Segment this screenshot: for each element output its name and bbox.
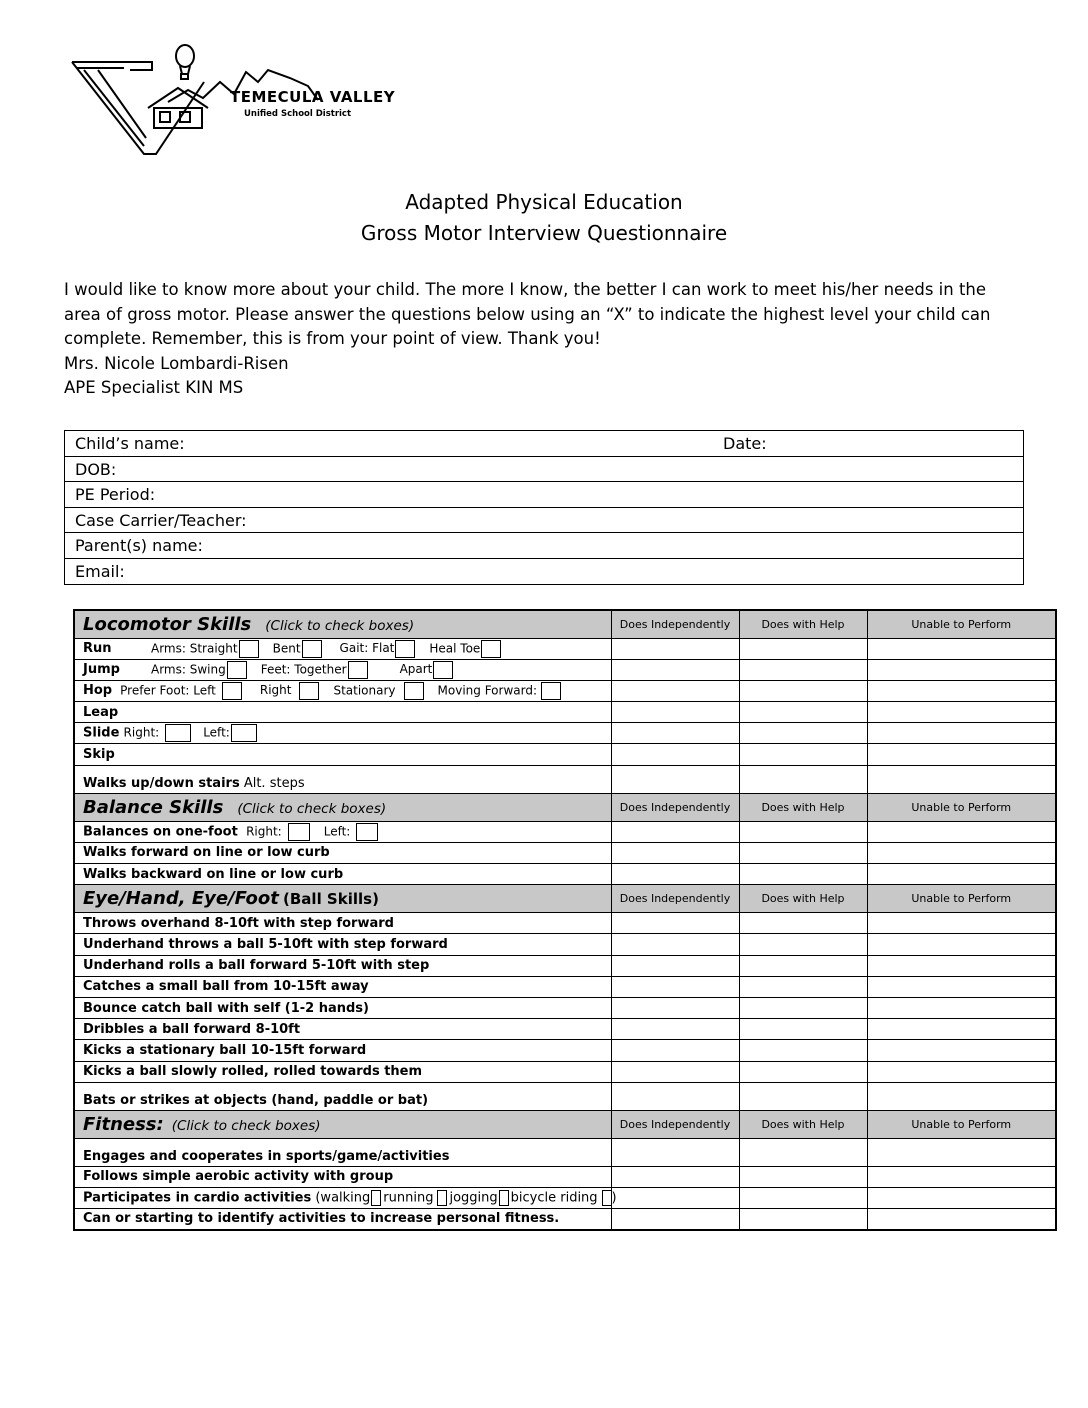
option-label: Feet: Together xyxy=(260,662,347,677)
cell-unable[interactable] xyxy=(867,955,1056,976)
student-info-box xyxy=(64,430,1024,585)
col-header: Does Independently xyxy=(611,793,739,821)
col-header: Does with Help xyxy=(739,610,867,638)
skill-label: Kicks a ball slowly rolled, rolled towards them xyxy=(74,1061,611,1082)
option-label: Arms: Straight xyxy=(151,641,238,656)
section-title: Eye/Hand, Eye/Foot xyxy=(83,888,279,910)
table-row xyxy=(74,955,1056,976)
cell-independent[interactable] xyxy=(611,638,739,659)
page-title: Adapted Physical Education xyxy=(405,190,683,214)
cell-help[interactable] xyxy=(739,934,867,955)
child-name-field[interactable] xyxy=(65,431,1023,457)
pe-period-field[interactable] xyxy=(65,482,1023,508)
skill-label: Dribbles a ball forward 8-10ft xyxy=(74,1019,611,1040)
table-row xyxy=(74,997,1056,1018)
cell-help[interactable] xyxy=(739,955,867,976)
skill-label: Hop xyxy=(83,683,113,699)
cell-independent[interactable] xyxy=(611,955,739,976)
table-row xyxy=(74,680,1056,701)
signature-name: Mrs. Nicole Lombardi-Risen xyxy=(64,353,289,373)
cell-help[interactable] xyxy=(739,976,867,997)
cell-unable[interactable] xyxy=(867,765,1056,793)
email-label: Email: xyxy=(75,561,125,581)
skill-label: Kicks a stationary ball 10-15ft forward xyxy=(74,1040,611,1061)
cell-help[interactable] xyxy=(739,1209,867,1230)
cell-unable[interactable] xyxy=(867,1040,1056,1061)
cell-unable[interactable] xyxy=(867,1061,1056,1082)
cell-help[interactable] xyxy=(739,680,867,701)
cell-unable[interactable] xyxy=(867,1082,1056,1110)
col-header: Does Independently xyxy=(611,610,739,638)
cell-help[interactable] xyxy=(739,765,867,793)
cell-unable[interactable] xyxy=(867,1187,1056,1208)
table-row xyxy=(74,1019,1056,1040)
table-row xyxy=(74,765,1056,793)
section-header-fitness xyxy=(74,1110,1056,1138)
cell-independent[interactable] xyxy=(611,821,739,842)
cell-unable[interactable] xyxy=(867,1209,1056,1230)
col-header: Unable to Perform xyxy=(867,1110,1056,1138)
date-label: Date: xyxy=(723,434,767,453)
logo-subtitle: Unified School District xyxy=(244,109,352,119)
table-row xyxy=(74,1040,1056,1061)
option-label: Prefer Foot: Left xyxy=(120,683,216,698)
cell-independent[interactable] xyxy=(611,913,739,934)
cell-help[interactable] xyxy=(739,997,867,1018)
cell-unable[interactable] xyxy=(867,680,1056,701)
option-label: Left: xyxy=(323,824,351,839)
cell-unable[interactable] xyxy=(867,1166,1056,1187)
option-label: Left: xyxy=(203,725,230,740)
skill-label: Engages and cooperates in sports/game/activities xyxy=(74,1138,611,1166)
skill-label: Walks up/down stairs xyxy=(83,775,240,791)
checkbox[interactable] xyxy=(395,640,415,658)
option-label: Moving Forward: xyxy=(437,683,537,698)
child-name-label: Child’s name: xyxy=(75,434,185,453)
table-row xyxy=(74,1187,1056,1208)
skill-label: Skip xyxy=(74,744,611,765)
cell-independent[interactable] xyxy=(611,864,739,885)
cell-independent[interactable] xyxy=(611,765,739,793)
cell-independent[interactable] xyxy=(611,744,739,765)
case-carrier-label: Case Carrier/Teacher: xyxy=(75,510,247,530)
checkbox[interactable] xyxy=(541,682,561,700)
cell-independent[interactable] xyxy=(611,976,739,997)
table-row xyxy=(74,913,1056,934)
table-row xyxy=(74,659,1056,680)
skill-label: Leap xyxy=(74,702,611,723)
section-title: Balance Skills xyxy=(83,796,224,818)
signature-title: APE Specialist KIN MS xyxy=(64,378,244,397)
option-label: Apart xyxy=(399,662,433,677)
table-row xyxy=(74,1166,1056,1187)
col-header: Unable to Perform xyxy=(867,610,1056,638)
cell-help[interactable] xyxy=(739,744,867,765)
cell-independent[interactable] xyxy=(611,1082,739,1110)
cell-help[interactable] xyxy=(739,1040,867,1061)
section-note: (Click to check boxes) xyxy=(237,800,387,817)
option-label: Right: xyxy=(246,824,282,839)
col-header: Does with Help xyxy=(739,885,867,913)
cell-independent[interactable] xyxy=(611,842,739,863)
table-row xyxy=(74,638,1056,659)
option-label: Gait: Flat xyxy=(339,641,395,656)
col-header: Does Independently xyxy=(611,885,739,913)
cell-unable[interactable] xyxy=(867,638,1056,659)
skill-label: Walks forward on line or low curb xyxy=(74,842,611,863)
table-row xyxy=(74,1082,1056,1110)
cell-help[interactable] xyxy=(739,1019,867,1040)
email-field[interactable] xyxy=(65,559,1023,585)
cell-help[interactable] xyxy=(739,842,867,863)
cell-unable[interactable] xyxy=(867,1138,1056,1166)
cell-help[interactable] xyxy=(739,723,867,744)
cell-independent[interactable] xyxy=(611,1040,739,1061)
cell-independent[interactable] xyxy=(611,1166,739,1187)
intro-line: area of gross motor. Please answer the questions below using an “X” to indicate the highest level your child can xyxy=(64,304,991,324)
cell-help[interactable] xyxy=(739,821,867,842)
cell-unable[interactable] xyxy=(867,744,1056,765)
skill-label: Follows simple aerobic activity with group xyxy=(74,1166,611,1187)
skill-label: Can or starting to identify activities to increase personal fitness. xyxy=(74,1209,611,1230)
cell-unable[interactable] xyxy=(867,997,1056,1018)
option-label: bicycle riding xyxy=(510,1190,598,1206)
dob-field[interactable] xyxy=(65,457,1023,483)
option-label: Bent xyxy=(272,641,301,656)
checkbox[interactable] xyxy=(356,823,378,841)
cell-unable[interactable] xyxy=(867,659,1056,680)
section-header-ball-skills xyxy=(74,885,1056,913)
table-row xyxy=(74,821,1056,842)
checkbox[interactable] xyxy=(437,1190,447,1206)
section-note: (Click to check boxes) xyxy=(171,1117,321,1134)
cell-help[interactable] xyxy=(739,864,867,885)
table-row xyxy=(74,1138,1056,1166)
cell-help[interactable] xyxy=(739,1061,867,1082)
intro-line: complete. Remember, this is from your point of view. Thank you! xyxy=(64,329,601,348)
checkbox[interactable] xyxy=(222,682,242,700)
skills-table xyxy=(73,609,1057,1231)
intro-line: I would like to know more about your child. The more I know, the better I can work to meet his/her needs in the xyxy=(64,280,987,299)
skill-label: Bats or strikes at objects (hand, paddle or bat) xyxy=(74,1082,611,1110)
section-header-locomotor xyxy=(74,610,1056,638)
cell-independent[interactable] xyxy=(611,702,739,723)
cell-unable[interactable] xyxy=(867,913,1056,934)
cell-independent[interactable] xyxy=(611,723,739,744)
dob-label: DOB: xyxy=(75,459,117,479)
checkbox[interactable] xyxy=(299,682,319,700)
cell-help[interactable] xyxy=(739,1138,867,1166)
cell-independent[interactable] xyxy=(611,1019,739,1040)
checkbox[interactable] xyxy=(481,640,501,658)
cell-help[interactable] xyxy=(739,913,867,934)
checkbox[interactable] xyxy=(239,640,259,658)
checkbox[interactable] xyxy=(499,1190,509,1206)
table-row xyxy=(74,723,1056,744)
option-label: running xyxy=(383,1190,434,1206)
col-header: Unable to Perform xyxy=(867,793,1056,821)
skill-label: Catches a small ball from 10-15ft away xyxy=(74,976,611,997)
checkbox[interactable] xyxy=(602,1190,612,1206)
checkbox[interactable] xyxy=(433,661,453,679)
option-label: Arms: Swing xyxy=(151,662,226,677)
cell-independent[interactable] xyxy=(611,1138,739,1166)
cell-unable[interactable] xyxy=(867,842,1056,863)
skill-label: Walks backward on line or low curb xyxy=(74,864,611,885)
option-label: Alt. steps xyxy=(243,775,305,791)
option-label: ) xyxy=(611,1190,617,1206)
logo-title: TEMECULA VALLEY xyxy=(230,88,396,106)
section-title: Fitness: xyxy=(83,1113,164,1135)
cell-unable[interactable] xyxy=(867,702,1056,723)
case-carrier-field[interactable] xyxy=(65,508,1023,534)
col-header: Does with Help xyxy=(739,1110,867,1138)
table-row xyxy=(74,702,1056,723)
table-row xyxy=(74,1061,1056,1082)
parent-name-field[interactable] xyxy=(65,533,1023,559)
cell-help[interactable] xyxy=(739,659,867,680)
table-row xyxy=(74,864,1056,885)
cell-unable[interactable] xyxy=(867,723,1056,744)
cell-independent[interactable] xyxy=(611,934,739,955)
section-title: Locomotor Skills xyxy=(83,613,252,635)
table-row xyxy=(74,976,1056,997)
skill-label: Underhand rolls a ball forward 5-10ft with step xyxy=(74,955,611,976)
pe-period-label: PE Period: xyxy=(75,485,156,504)
checkbox[interactable] xyxy=(404,682,424,700)
cell-help[interactable] xyxy=(739,638,867,659)
option-label: Right xyxy=(259,683,292,698)
checkbox[interactable] xyxy=(348,661,368,679)
option-label: Right: xyxy=(123,725,160,740)
col-header: Does with Help xyxy=(739,793,867,821)
cell-unable[interactable] xyxy=(867,976,1056,997)
option-label: (walking xyxy=(315,1190,371,1206)
cell-unable[interactable] xyxy=(867,1019,1056,1040)
cell-help[interactable] xyxy=(739,702,867,723)
skill-label: Underhand throws a ball 5-10ft with step forward xyxy=(74,934,611,955)
skill-label: Bounce catch ball with self (1-2 hands) xyxy=(74,997,611,1018)
table-row xyxy=(74,934,1056,955)
cell-unable[interactable] xyxy=(867,864,1056,885)
cell-independent[interactable] xyxy=(611,659,739,680)
option-label: jogging xyxy=(449,1190,498,1206)
checkbox[interactable] xyxy=(302,640,322,658)
checkbox[interactable] xyxy=(227,661,247,679)
table-row xyxy=(74,744,1056,765)
parent-name-label: Parent(s) name: xyxy=(75,536,203,555)
cell-unable[interactable] xyxy=(867,934,1056,955)
section-note: (Ball Skills) xyxy=(283,890,379,909)
cell-independent[interactable] xyxy=(611,1187,739,1208)
table-row xyxy=(74,1209,1056,1230)
checkbox[interactable] xyxy=(165,724,191,742)
option-label: Stationary xyxy=(333,683,396,698)
section-note: (Click to check boxes) xyxy=(265,617,415,634)
checkbox[interactable] xyxy=(371,1190,381,1206)
skill-label: Balances on one-foot xyxy=(83,824,238,840)
skill-label: Slide xyxy=(83,725,120,741)
cell-help[interactable] xyxy=(739,1166,867,1187)
table-row xyxy=(74,842,1056,863)
intro-text xyxy=(64,278,1024,401)
cell-unable[interactable] xyxy=(867,821,1056,842)
option-label: Heal Toe xyxy=(429,641,481,656)
cell-independent[interactable] xyxy=(611,1061,739,1082)
cell-independent[interactable] xyxy=(611,997,739,1018)
cell-help[interactable] xyxy=(739,1187,867,1208)
cell-help[interactable] xyxy=(739,1082,867,1110)
checkbox[interactable] xyxy=(231,724,257,742)
cell-independent[interactable] xyxy=(611,1209,739,1230)
col-header: Unable to Perform xyxy=(867,885,1056,913)
skill-label: Throws overhand 8-10ft with step forward xyxy=(74,913,611,934)
checkbox[interactable] xyxy=(288,823,310,841)
page-subtitle: Gross Motor Interview Questionnaire xyxy=(360,221,728,245)
skill-label: Run xyxy=(83,641,112,657)
skill-label: Jump xyxy=(83,662,120,678)
section-header-balance xyxy=(74,793,1056,821)
skill-label: Participates in cardio activities xyxy=(83,1190,312,1206)
cell-independent[interactable] xyxy=(611,680,739,701)
col-header: Does Independently xyxy=(611,1110,739,1138)
